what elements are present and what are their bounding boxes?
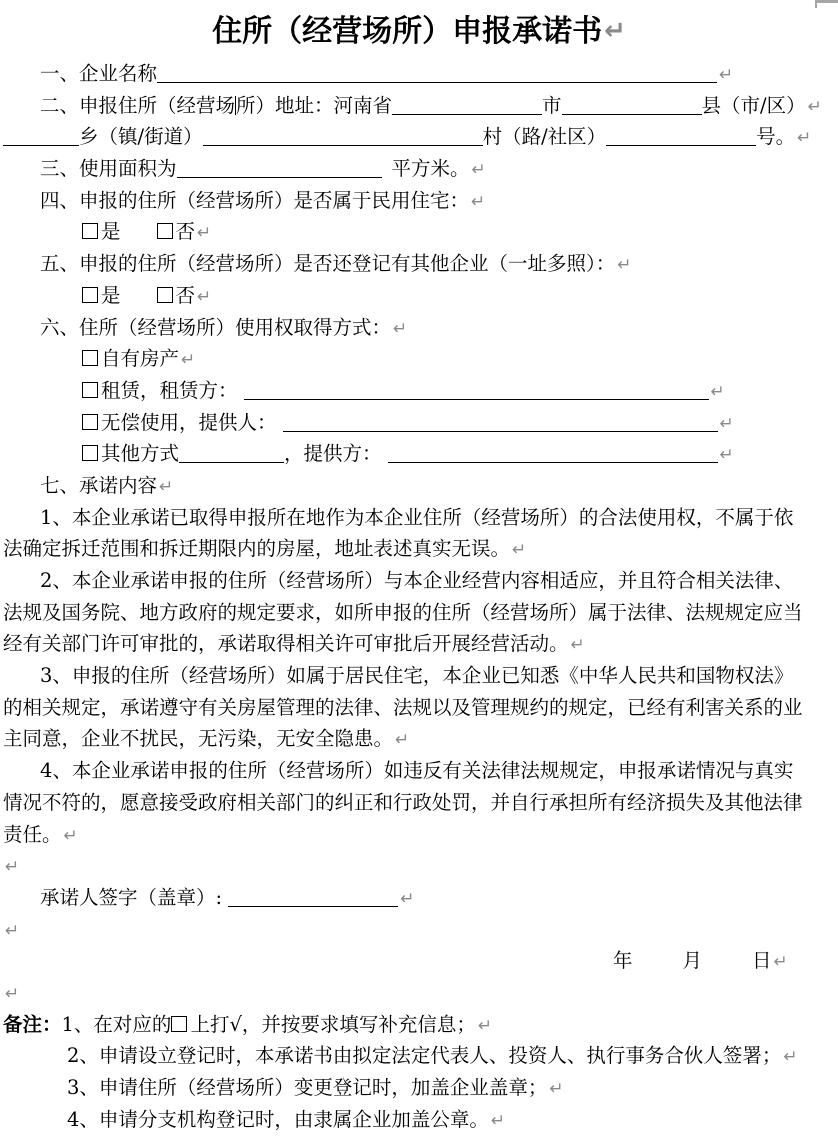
signature-line <box>0 882 838 914</box>
return-mark-icon: ↵ <box>490 1110 506 1131</box>
item-3-area <box>0 153 838 185</box>
note-line-2 <box>0 1040 838 1072</box>
text-run: 所）地址：河南省 <box>236 93 393 117</box>
text-run: 经有关部门许可审批的，承诺取得相关许可审批后开展经营活动。 <box>3 632 569 656</box>
checkbox-icon[interactable] <box>82 350 98 366</box>
text-run: 无偿使用，提供人： <box>101 410 277 434</box>
spacer <box>121 237 157 238</box>
document-body <box>0 58 838 1135</box>
checkbox-icon[interactable] <box>82 414 98 430</box>
spacer <box>3 966 613 967</box>
text-run: 4、申请分支机构登记时，由隶属企业加盖公章。 <box>67 1107 489 1131</box>
fill-in-blank-field[interactable] <box>283 411 718 432</box>
fill-in-blank-field[interactable] <box>179 442 284 463</box>
text-run: 号。 <box>756 125 796 149</box>
fill-in-blank-field[interactable] <box>392 94 542 115</box>
text-run: 法确定拆迁范围和拆迁期限内的房屋，地址表述真实无误。 <box>3 537 511 561</box>
return-mark-icon: ↵ <box>570 635 585 656</box>
item-2-address-line-2 <box>0 121 838 153</box>
return-mark-icon: ↵ <box>773 952 788 973</box>
text-run: 3、申请住所（经营场所）变更登记时，加盖企业盖章； <box>67 1076 548 1099</box>
return-mark-icon: ↵ <box>159 476 174 497</box>
note-line-3 <box>0 1072 838 1104</box>
spacer <box>121 301 157 302</box>
text-run: 是 <box>101 283 121 307</box>
text-run: 月 <box>682 949 703 973</box>
return-mark-icon: ↵ <box>471 160 486 181</box>
item-6-option-lease <box>0 375 838 407</box>
return-mark-icon: ↵ <box>512 540 527 561</box>
text-run: 租赁，租赁方： <box>101 378 238 402</box>
spacer <box>702 966 752 967</box>
return-mark-icon: ↵ <box>197 223 212 244</box>
commitment-1-line-1 <box>0 502 838 534</box>
fill-in-blank-field[interactable] <box>562 94 702 115</box>
commitment-4-line-2 <box>0 787 838 819</box>
checkbox-icon[interactable] <box>171 1016 187 1032</box>
return-mark-icon: ↵ <box>395 730 410 751</box>
text-run: 承诺人签字（盖章）: <box>40 885 229 909</box>
item-7-heading <box>0 470 838 502</box>
text-run: 否 <box>175 220 196 244</box>
return-mark-icon: ↵ <box>181 350 196 371</box>
item-6-option-own-property <box>0 343 838 375</box>
text-run: ，提供方： <box>284 442 382 466</box>
commitment-2-line-1 <box>0 565 838 597</box>
empty-line <box>0 977 838 1009</box>
return-mark-icon: ↵ <box>710 381 725 402</box>
fill-in-blank-field[interactable] <box>228 886 398 907</box>
return-mark-icon: ↵ <box>471 191 486 212</box>
return-mark-icon: ↵ <box>719 445 734 466</box>
document-title <box>0 4 838 58</box>
return-mark-icon: ↵ <box>807 96 822 117</box>
return-mark-icon: ↵ <box>549 1079 564 1099</box>
text-run: 县（市/区） <box>701 93 806 117</box>
return-mark-icon: ↵ <box>797 128 812 149</box>
spacer <box>633 966 683 967</box>
commitment-1-line-2 <box>0 533 838 565</box>
item-4-options <box>0 216 838 248</box>
text-run: 上打√，并按要求填写补充信息； <box>190 1012 476 1036</box>
spacer <box>382 174 392 175</box>
text-run: 2、本企业承诺申报的住所（经营场所）与本企业经营内容相适应，并且符合相关法律、 <box>40 569 794 592</box>
commitment-2-line-3 <box>0 628 838 660</box>
text-run: 自有房产 <box>101 347 180 371</box>
text-run: 乡（镇/街道） <box>79 125 203 149</box>
item-2-address-line-1 <box>0 90 838 122</box>
commitment-3-line-3 <box>0 723 838 755</box>
fill-in-blank-field[interactable] <box>157 62 717 83</box>
return-mark-icon: ↵ <box>63 825 78 846</box>
text-run: 4、本企业承诺申报的住所（经营场所）如违反有关法律法规规定，申报承诺情况与真实 <box>40 759 794 783</box>
fill-in-blank-field[interactable] <box>203 125 483 146</box>
text-run: 其他方式 <box>101 442 180 466</box>
text-run: 七、承诺内容 <box>40 473 158 497</box>
text-run: 情况不符的，愿意接受政府相关部门的纠正和行政处罚，并自行承担所有经济损失及其他法律 <box>3 790 803 814</box>
note-line-1 <box>0 1009 838 1041</box>
text-run: 1、本企业承诺已取得申报所在地作为本企业住所（经营场所）的合法使用权，不属于依 <box>40 505 794 529</box>
text-run: 市 <box>542 93 562 117</box>
checkbox-icon[interactable] <box>82 382 98 398</box>
empty-line <box>0 850 838 882</box>
commitment-2-line-2 <box>0 597 838 629</box>
commitment-4-line-3 <box>0 819 838 851</box>
return-mark-icon: ↵ <box>604 16 626 46</box>
commitment-3-line-2 <box>0 692 838 724</box>
text-run: 二、申报住所（经营场 <box>40 93 236 117</box>
text-run: 责任。 <box>3 822 62 846</box>
return-mark-icon: ↵ <box>617 255 632 276</box>
commitment-4-line-1 <box>0 755 838 787</box>
text-run: 是 <box>101 220 121 244</box>
date-line <box>0 945 838 977</box>
fill-in-blank-field[interactable] <box>244 379 709 400</box>
text-run: 年 <box>613 949 633 973</box>
text-run: 主同意，企业不扰民，无污染，无安全隐患。 <box>3 727 394 751</box>
title-text: 住所（经营场所）申报承诺书 <box>212 14 603 49</box>
item-4-question <box>0 185 838 217</box>
fill-in-blank-field[interactable] <box>3 125 79 146</box>
return-mark-icon: ↵ <box>400 888 415 909</box>
return-mark-icon: ↵ <box>719 65 734 85</box>
item-5-question <box>0 248 838 280</box>
return-mark-icon: ↵ <box>5 857 20 878</box>
return-mark-icon: ↵ <box>783 1047 798 1068</box>
item-6-heading <box>0 312 838 344</box>
text-run: 的相关规定，承诺遵守有关房屋管理的法律、法规以及管理规约的规定，已经有利害关系的业 <box>3 695 803 719</box>
text-run: 1、在对应的 <box>61 1012 172 1036</box>
fill-in-blank-field[interactable] <box>388 442 718 463</box>
bold-text-run: 备注： <box>3 1012 62 1036</box>
text-run: 3、申报的住所（经营场所）如属于居民住宅，本企业已知悉《中华人民共和国物权法》 <box>40 664 794 688</box>
return-mark-icon: ↵ <box>477 1015 493 1036</box>
checkbox-icon[interactable] <box>82 223 98 239</box>
return-mark-icon: ↵ <box>393 318 408 339</box>
text-run: 法规及国务院、地方政府的规定要求，如所申报的住所（经营场所）属于法律、法规规定应当 <box>3 600 803 624</box>
note-line-4 <box>0 1104 838 1136</box>
text-run: 2、申请设立登记时，本承诺书由拟定法定代表人、投资人、执行事务合伙人签署； <box>67 1044 782 1068</box>
checkbox-icon[interactable] <box>157 223 173 239</box>
item-5-options <box>0 280 838 312</box>
text-run: 一、企业名称 <box>40 62 158 85</box>
return-mark-icon: ↵ <box>5 983 20 1004</box>
text-run: 三、使用面积为 <box>40 157 177 181</box>
text-run: 六、住所（经营场所）使用权取得方式： <box>40 315 392 339</box>
item-6-option-free-use <box>0 407 838 439</box>
checkbox-icon[interactable] <box>82 287 98 303</box>
item-1-company-name <box>0 58 838 90</box>
checkbox-icon[interactable] <box>82 445 98 461</box>
item-6-option-other <box>0 438 838 470</box>
return-mark-icon: ↵ <box>719 413 734 434</box>
text-run: 五、申报的住所（经营场所）是否还登记有其他企业（一址多照）： <box>40 252 616 276</box>
return-mark-icon: ↵ <box>197 286 212 307</box>
return-mark-icon: ↵ <box>5 920 20 941</box>
textbox-border-corner-fragment <box>815 0 838 8</box>
text-run: 平方米。 <box>391 157 470 181</box>
text-run: 日 <box>752 949 772 973</box>
commitment-3-line-1 <box>0 660 838 692</box>
checkbox-icon[interactable] <box>157 287 173 303</box>
fill-in-blank-field[interactable] <box>606 125 756 146</box>
empty-line <box>0 914 838 946</box>
text-run: 四、申报的住所（经营场所）是否属于民用住宅： <box>40 188 470 212</box>
fill-in-blank-field[interactable] <box>177 157 382 178</box>
text-run: 否 <box>175 283 196 307</box>
text-run: 村（路/社区） <box>482 125 607 149</box>
